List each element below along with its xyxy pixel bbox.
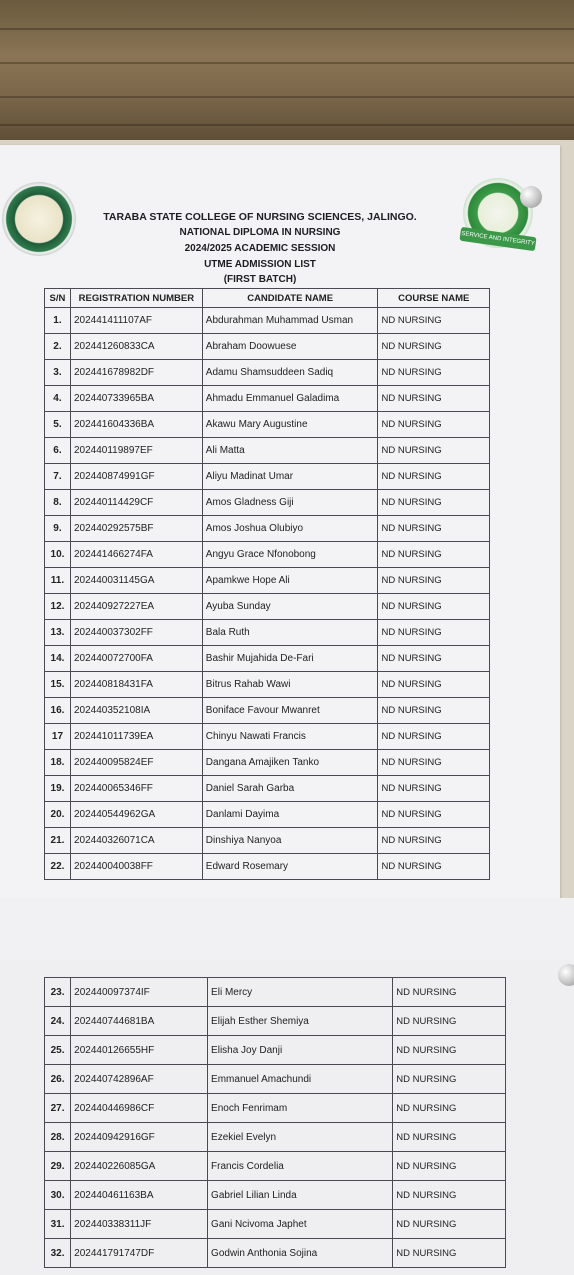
row-candidate-name: Godwin Anthonia Sojina (208, 1239, 393, 1268)
row-course-name: ND NURSING (393, 1007, 506, 1036)
row-registration-number: 202440292575BF (70, 516, 202, 542)
row-sn: 3. (45, 360, 71, 386)
row-course-name: ND NURSING (378, 386, 490, 412)
row-course-name: ND NURSING (393, 1181, 506, 1210)
row-sn: 26. (45, 1065, 71, 1094)
table-row (45, 568, 490, 594)
table-row (45, 334, 490, 360)
row-candidate-name: Bala Ruth (202, 620, 378, 646)
row-course-name: ND NURSING (378, 776, 490, 802)
table-row (45, 646, 490, 672)
college-title: TARABA STATE COLLEGE OF NURSING SCIENCES, JALINGO. (103, 211, 417, 223)
row-registration-number: 202440031145GA (70, 568, 202, 594)
row-course-name: ND NURSING (378, 308, 490, 334)
row-course-name: ND NURSING (378, 698, 490, 724)
row-course-name: ND NURSING (378, 724, 490, 750)
row-course-name: ND NURSING (378, 750, 490, 776)
college-seal-logo (2, 182, 76, 256)
row-course-name: ND NURSING (393, 1152, 506, 1181)
row-sn: 19. (45, 776, 71, 802)
wood-grain (0, 28, 574, 30)
table-row (45, 620, 490, 646)
row-candidate-name: Emmanuel Amachundi (208, 1065, 393, 1094)
pushpin-icon (558, 964, 574, 986)
row-course-name: ND NURSING (393, 1239, 506, 1268)
table-row (45, 1094, 506, 1123)
logo-ribbon: SERVICE AND INTEGRITY (459, 227, 536, 251)
admission-table-page-2 (44, 977, 506, 1268)
table-row (45, 464, 490, 490)
row-course-name: ND NURSING (393, 1065, 506, 1094)
table-row (45, 516, 490, 542)
column-header-registration: REGISTRATION NUMBER (70, 289, 202, 308)
table-row (45, 1181, 506, 1210)
row-sn: 5. (45, 412, 71, 438)
row-candidate-name: Gabriel Lilian Linda (208, 1181, 393, 1210)
row-candidate-name: Ali Matta (202, 438, 378, 464)
row-sn: 28. (45, 1123, 71, 1152)
row-candidate-name: Abdurahman Muhammad Usman (202, 308, 378, 334)
row-candidate-name: Daniel Sarah Garba (202, 776, 378, 802)
row-registration-number: 202440126655HF (71, 1036, 208, 1065)
row-registration-number: 202440927227EA (70, 594, 202, 620)
table-row (45, 1152, 506, 1181)
row-registration-number: 202440037302FF (70, 620, 202, 646)
row-candidate-name: Boniface Favour Mwanret (202, 698, 378, 724)
row-course-name: ND NURSING (378, 334, 490, 360)
row-course-name: ND NURSING (378, 464, 490, 490)
table-row (45, 1123, 506, 1152)
table-row (45, 698, 490, 724)
row-sn: 21. (45, 828, 71, 854)
row-sn: 18. (45, 750, 71, 776)
row-sn: 6. (45, 438, 71, 464)
row-candidate-name: Enoch Fenrimam (208, 1094, 393, 1123)
row-sn: 17 (45, 724, 71, 750)
row-candidate-name: Bitrus Rahab Wawi (202, 672, 378, 698)
row-sn: 29. (45, 1152, 71, 1181)
row-registration-number: 202441260833CA (70, 334, 202, 360)
row-sn: 23. (45, 978, 71, 1007)
row-candidate-name: Akawu Mary Augustine (202, 412, 378, 438)
row-course-name: ND NURSING (378, 594, 490, 620)
row-sn: 14. (45, 646, 71, 672)
row-registration-number: 202440226085GA (71, 1152, 208, 1181)
column-header-course: COURSE NAME (378, 289, 490, 308)
table-row (45, 1007, 506, 1036)
row-sn: 27. (45, 1094, 71, 1123)
row-candidate-name: Chinyu Nawati Francis (202, 724, 378, 750)
row-candidate-name: Elisha Joy Danji (208, 1036, 393, 1065)
row-registration-number: 202440874991GF (70, 464, 202, 490)
row-course-name: ND NURSING (378, 646, 490, 672)
row-course-name: ND NURSING (378, 412, 490, 438)
row-registration-number: 202441411107AF (70, 308, 202, 334)
row-registration-number: 202441466274FA (70, 542, 202, 568)
row-candidate-name: Abraham Doowuese (202, 334, 378, 360)
row-course-name: ND NURSING (393, 1123, 506, 1152)
row-sn: 15. (45, 672, 71, 698)
wooden-surface (0, 0, 574, 140)
row-course-name: ND NURSING (378, 542, 490, 568)
row-sn: 12. (45, 594, 71, 620)
admission-table-page-1 (44, 288, 490, 880)
row-registration-number: 202440119897EF (70, 438, 202, 464)
row-candidate-name: Dangana Amajiken Tanko (202, 750, 378, 776)
program-title: NATIONAL DIPLOMA IN NURSING (179, 227, 341, 238)
table-row (45, 802, 490, 828)
table-row (45, 308, 490, 334)
row-candidate-name: Aliyu Madinat Umar (202, 464, 378, 490)
row-registration-number: 202440446986CF (71, 1094, 208, 1123)
row-registration-number: 202440352108IA (70, 698, 202, 724)
table-row (45, 978, 506, 1007)
table-row (45, 1210, 506, 1239)
table-row (45, 724, 490, 750)
row-registration-number: 202440733965BA (70, 386, 202, 412)
row-candidate-name: Amos Joshua Olubiyo (202, 516, 378, 542)
row-sn: 30. (45, 1181, 71, 1210)
wood-grain (0, 62, 574, 64)
table-row (45, 828, 490, 854)
row-sn: 31. (45, 1210, 71, 1239)
row-registration-number: 202440114429CF (70, 490, 202, 516)
row-sn: 25. (45, 1036, 71, 1065)
table-row (45, 1065, 506, 1094)
row-registration-number: 202440326071CA (70, 828, 202, 854)
row-candidate-name: Angyu Grace Nfonobong (202, 542, 378, 568)
row-course-name: ND NURSING (393, 1210, 506, 1239)
row-sn: 1. (45, 308, 71, 334)
table-row (45, 1239, 506, 1268)
session-title: 2024/2025 ACADEMIC SESSION (184, 243, 336, 254)
row-candidate-name: Eli Mercy (208, 978, 393, 1007)
row-candidate-name: Gani Ncivoma Japhet (208, 1210, 393, 1239)
row-course-name: ND NURSING (378, 490, 490, 516)
row-sn: 32. (45, 1239, 71, 1268)
row-candidate-name: Amos Gladness Giji (202, 490, 378, 516)
row-course-name: ND NURSING (378, 438, 490, 464)
table-row (45, 1036, 506, 1065)
row-sn: 7. (45, 464, 71, 490)
row-registration-number: 202441791747DF (71, 1239, 208, 1268)
row-course-name: ND NURSING (378, 854, 490, 880)
row-registration-number: 202440065346FF (70, 776, 202, 802)
row-sn: 20. (45, 802, 71, 828)
table-row (45, 542, 490, 568)
table-row (45, 776, 490, 802)
row-registration-number: 202440338311JF (71, 1210, 208, 1239)
row-sn: 10. (45, 542, 71, 568)
row-registration-number: 202440744681BA (71, 1007, 208, 1036)
row-sn: 24. (45, 1007, 71, 1036)
column-header-candidate: CANDIDATE NAME (202, 289, 378, 308)
row-sn: 8. (45, 490, 71, 516)
table-row (45, 360, 490, 386)
wood-grain (0, 96, 574, 98)
row-registration-number: 202441678982DF (70, 360, 202, 386)
row-candidate-name: Adamu Shamsuddeen Sadiq (202, 360, 378, 386)
table-row (45, 412, 490, 438)
row-candidate-name: Ahmadu Emmanuel Galadima (202, 386, 378, 412)
row-candidate-name: Ayuba Sunday (202, 594, 378, 620)
row-registration-number: 202440818431FA (70, 672, 202, 698)
table-row (45, 854, 490, 880)
row-course-name: ND NURSING (393, 1036, 506, 1065)
row-course-name: ND NURSING (378, 672, 490, 698)
row-course-name: ND NURSING (393, 978, 506, 1007)
table-header-row (45, 289, 490, 308)
table-row (45, 594, 490, 620)
row-sn: 22. (45, 854, 71, 880)
row-candidate-name: Danlami Dayima (202, 802, 378, 828)
row-registration-number: 202440742896AF (71, 1065, 208, 1094)
row-sn: 9. (45, 516, 71, 542)
row-candidate-name: Edward Rosemary (202, 854, 378, 880)
table-row (45, 438, 490, 464)
row-candidate-name: Ezekiel Evelyn (208, 1123, 393, 1152)
list-title: UTME ADMISSION LIST (204, 259, 316, 270)
row-candidate-name: Dinshiya Nanyoa (202, 828, 378, 854)
row-sn: 16. (45, 698, 71, 724)
row-sn: 11. (45, 568, 71, 594)
row-registration-number: 202440095824EF (70, 750, 202, 776)
row-registration-number: 202440461163BA (71, 1181, 208, 1210)
table-row (45, 672, 490, 698)
row-course-name: ND NURSING (378, 568, 490, 594)
table-row (45, 750, 490, 776)
row-course-name: ND NURSING (393, 1094, 506, 1123)
row-registration-number: 202440040038FF (70, 854, 202, 880)
row-sn: 13. (45, 620, 71, 646)
wood-grain (0, 124, 574, 126)
row-registration-number: 202441011739EA (70, 724, 202, 750)
table-row (45, 490, 490, 516)
pushpin-icon (520, 186, 542, 208)
row-candidate-name: Apamkwe Hope Ali (202, 568, 378, 594)
batch-title: (FIRST BATCH) (223, 274, 297, 285)
row-registration-number: 202441604336BA (70, 412, 202, 438)
row-course-name: ND NURSING (378, 620, 490, 646)
row-course-name: ND NURSING (378, 360, 490, 386)
row-course-name: ND NURSING (378, 828, 490, 854)
table-row (45, 386, 490, 412)
row-candidate-name: Francis Cordelia (208, 1152, 393, 1181)
column-header-sn: S/N (45, 289, 71, 308)
row-candidate-name: Elijah Esther Shemiya (208, 1007, 393, 1036)
row-sn: 4. (45, 386, 71, 412)
row-candidate-name: Bashir Mujahida De-Fari (202, 646, 378, 672)
row-sn: 2. (45, 334, 71, 360)
row-registration-number: 202440097374IF (71, 978, 208, 1007)
row-course-name: ND NURSING (378, 516, 490, 542)
row-registration-number: 202440072700FA (70, 646, 202, 672)
row-registration-number: 202440544962GA (70, 802, 202, 828)
row-course-name: ND NURSING (378, 802, 490, 828)
row-registration-number: 202440942916GF (71, 1123, 208, 1152)
